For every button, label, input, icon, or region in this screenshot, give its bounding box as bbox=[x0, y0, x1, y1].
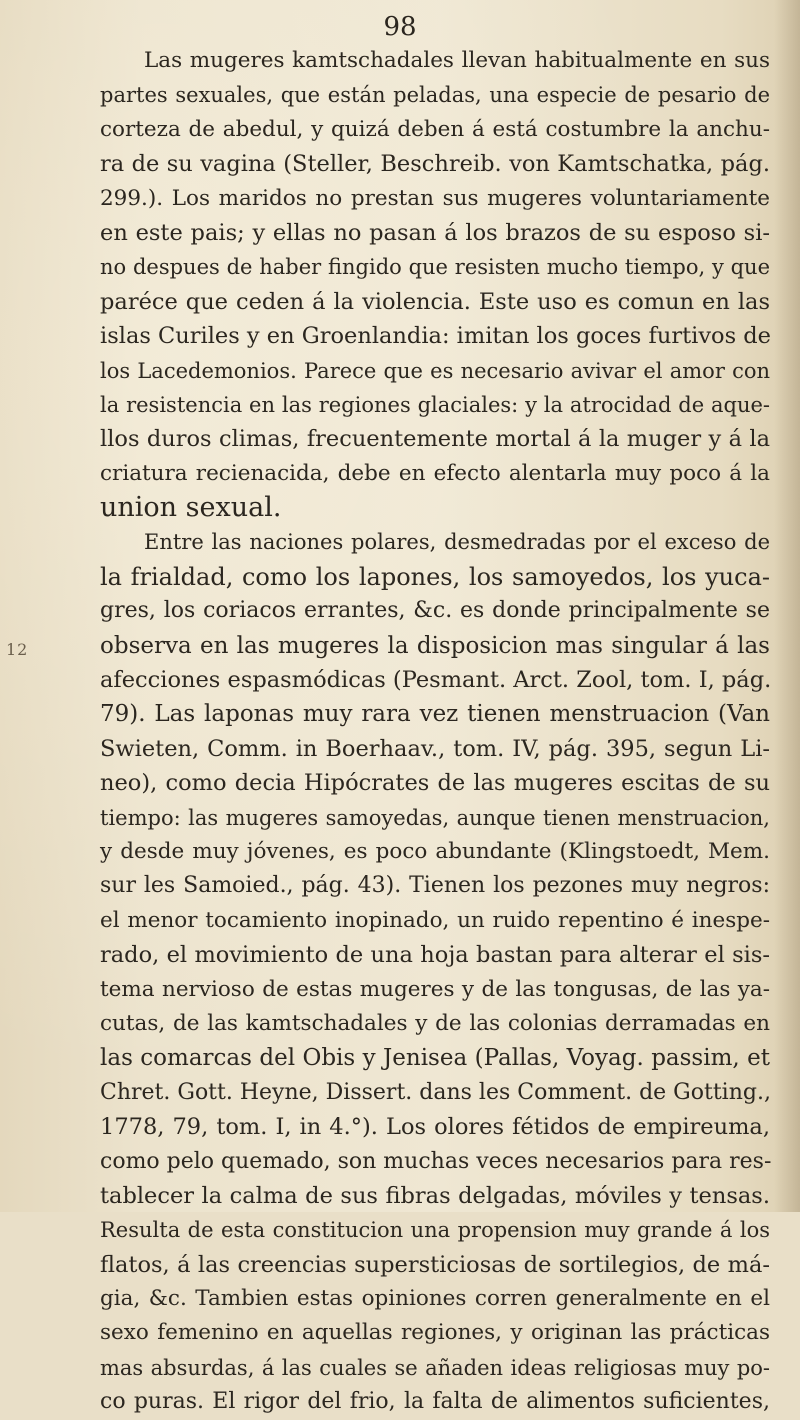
text-line: islas Curiles y en Groenlandia: imitan los goces furtivos de bbox=[100, 323, 771, 350]
margin-mark: 12 bbox=[6, 640, 29, 659]
text-line: union sexual. bbox=[100, 492, 282, 524]
text-line: gia, &c. Tambien estas opiniones corren generalmente en el bbox=[100, 1286, 770, 1312]
text-line: afecciones espasmódicas (Pesmant. Arct. Zool, tom. I, pág. bbox=[100, 667, 772, 694]
text-line: el menor tocamiento inopinado, un ruido repentino é inespe- bbox=[100, 907, 770, 933]
text-line: cutas, de las kamtschadales y de las colonias derramadas en bbox=[100, 1010, 770, 1036]
text-line: neo), como decia Hipócrates de las mugeres escitas de su bbox=[100, 770, 770, 797]
text-line: 79). Las laponas muy rara vez tienen menstruacion (Van bbox=[100, 701, 770, 728]
page-edge-shadow bbox=[774, 0, 800, 1212]
text-line: observa en las mugeres la disposicion mas singular á las bbox=[100, 632, 770, 659]
text-line: Entre las naciones polares, desmedradas por el exceso de bbox=[144, 530, 770, 555]
text-line: llos duros climas, frecuentemente mortal á la muger y á la bbox=[100, 426, 770, 453]
text-line: como pelo quemado, son muchas veces necesarios para res- bbox=[100, 1148, 772, 1174]
text-line: tablecer la calma de sus fibras delgadas, móviles y tensas. bbox=[100, 1182, 770, 1209]
text-line: Resulta de esta constitucion una propension muy grande á los bbox=[100, 1218, 770, 1243]
text-line: Las mugeres kamtschadales llevan habitualmente en sus bbox=[144, 48, 770, 73]
text-line: mas absurdas, á las cuales se añaden ideas religiosas muy po- bbox=[100, 1355, 770, 1380]
text-line: corteza de abedul, y quizá deben á está costumbre la anchu- bbox=[100, 116, 770, 142]
text-line: Swieten, Comm. in Boerhaav., tom. IV, pág. 395, segun Li- bbox=[100, 735, 770, 762]
text-line: paréce que ceden á la violencia. Este uso es comun en las bbox=[100, 288, 770, 315]
text-line: tema nervioso de estas mugeres y de las tongusas, de las ya- bbox=[100, 976, 770, 1002]
text-line: Chret. Gott. Heyne, Dissert. dans les Comment. de Gotting., bbox=[100, 1079, 771, 1105]
text-line: tiempo: las mugeres samoyedas, aunque tienen menstruacion, bbox=[100, 805, 770, 830]
text-line: criatura recienacida, debe en efecto alentarla muy poco á la bbox=[100, 460, 770, 486]
text-line: co puras. El rigor del frio, la falta de alimentos suficientes, bbox=[100, 1389, 770, 1415]
text-line: rado, el movimiento de una hoja bastan para alterar el sis- bbox=[100, 942, 770, 969]
text-line: 299.). Los maridos no prestan sus mugeres voluntariamente bbox=[100, 185, 770, 211]
text-line: las comarcas del Obis y Jenisea (Pallas, Voyag. passim, et bbox=[100, 1045, 770, 1072]
text-line: sur les Samoied., pág. 43). Tienen los pezones muy negros: bbox=[100, 873, 770, 899]
text-line: sexo femenino en aquellas regiones, y originan las prácticas bbox=[100, 1320, 770, 1346]
body-text bbox=[100, 44, 770, 1420]
text-line: la resistencia en las regiones glaciales: y la atrocidad de aque- bbox=[100, 392, 770, 417]
text-line: la frialdad, como los lapones, los samoyedos, los yuca- bbox=[100, 562, 770, 591]
text-line: los Lacedemonios. Parece que es necesario avivar el amor con bbox=[100, 358, 770, 383]
text-line: 1778, 79, tom. I, in 4.°). Los olores fétidos de empireuma, bbox=[100, 1114, 770, 1141]
text-line: partes sexuales, que están peladas, una especie de pesario de bbox=[100, 83, 770, 108]
text-line: gres, los coriacos errantes, &c. es donde principalmente se bbox=[100, 598, 770, 624]
text-line: ra de su vagina (Steller, Beschreib. von Kamtschatka, pág. bbox=[100, 151, 770, 178]
text-line: y desde muy jóvenes, es poco abundante (Klingstoedt, Mem. bbox=[100, 838, 770, 864]
page-number: 98 bbox=[383, 12, 417, 42]
text-line: no despues de haber fingido que resisten mucho tiempo, y que bbox=[100, 255, 770, 280]
text-line: en este pais; y ellas no pasan á los brazos de su esposo si- bbox=[100, 219, 770, 246]
text-line: flatos, á las creencias supersticiosas de sortilegios, de má- bbox=[100, 1251, 770, 1278]
